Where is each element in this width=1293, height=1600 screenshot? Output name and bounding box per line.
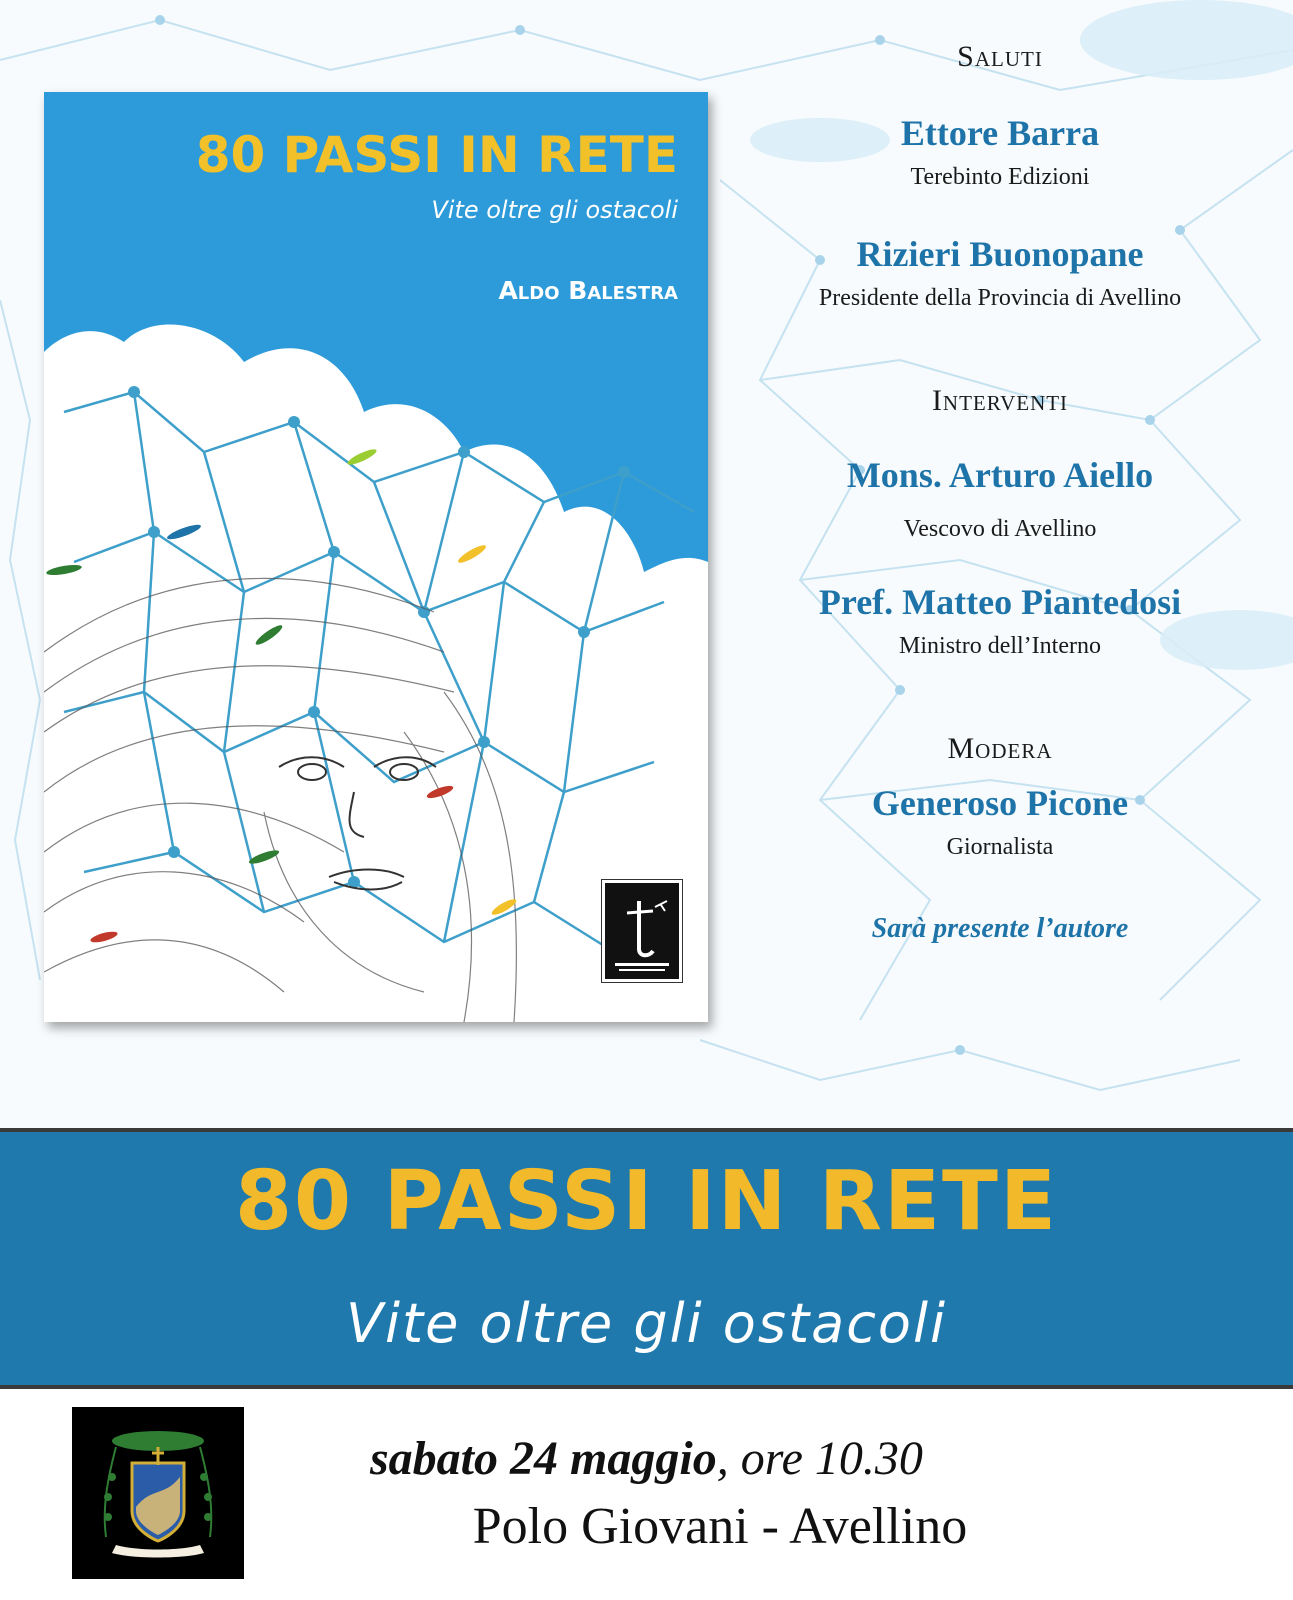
event-program [740,40,1260,945]
speaker-role: Terebinto Edizioni [910,164,1090,190]
cover-subtitle: Vite oltre gli ostacoli [431,196,678,224]
event-day: sabato 24 maggio [370,1432,717,1485]
event-venue: Polo Giovani - Avellino [472,1498,968,1555]
publisher-logo [602,880,682,982]
speaker-name: Rizieri Buonopane [856,234,1144,274]
event-time: , ore 10.30 [716,1432,923,1485]
speaker-role: Ministro dell’Interno [899,633,1101,659]
band-subtitle: Vite oltre gli ostacoli [346,1292,947,1355]
speaker-role: Presidente della Provincia di Avellino [818,285,1182,311]
episcopal-crest-icon [72,1407,244,1579]
moderator-name: Generoso Picone [871,783,1129,823]
book-cover [44,92,708,1022]
author-present-note: Sarà presente l’autore [871,913,1129,944]
interventi-heading: Interventi [931,384,1069,417]
band-title: 80 PASSI IN RETE [235,1154,1058,1249]
event-date [370,1431,1270,1486]
speaker-role: Vescovo di Avellino [903,516,1097,542]
speaker-name: Mons. Arturo Aiello [846,455,1154,495]
moderator-role: Giornalista [946,834,1054,860]
modera-heading: Modera [947,732,1053,765]
saluti-heading: Saluti [957,40,1043,73]
event-footer [0,1389,1293,1600]
speaker-name: Pref. Matteo Piantedosi [818,582,1182,622]
speaker-name: Ettore Barra [900,113,1100,153]
cover-author: Aldo Balestra [498,276,678,305]
title-band [0,1128,1293,1389]
cover-title: 80 PASSI IN RETE [195,126,678,184]
